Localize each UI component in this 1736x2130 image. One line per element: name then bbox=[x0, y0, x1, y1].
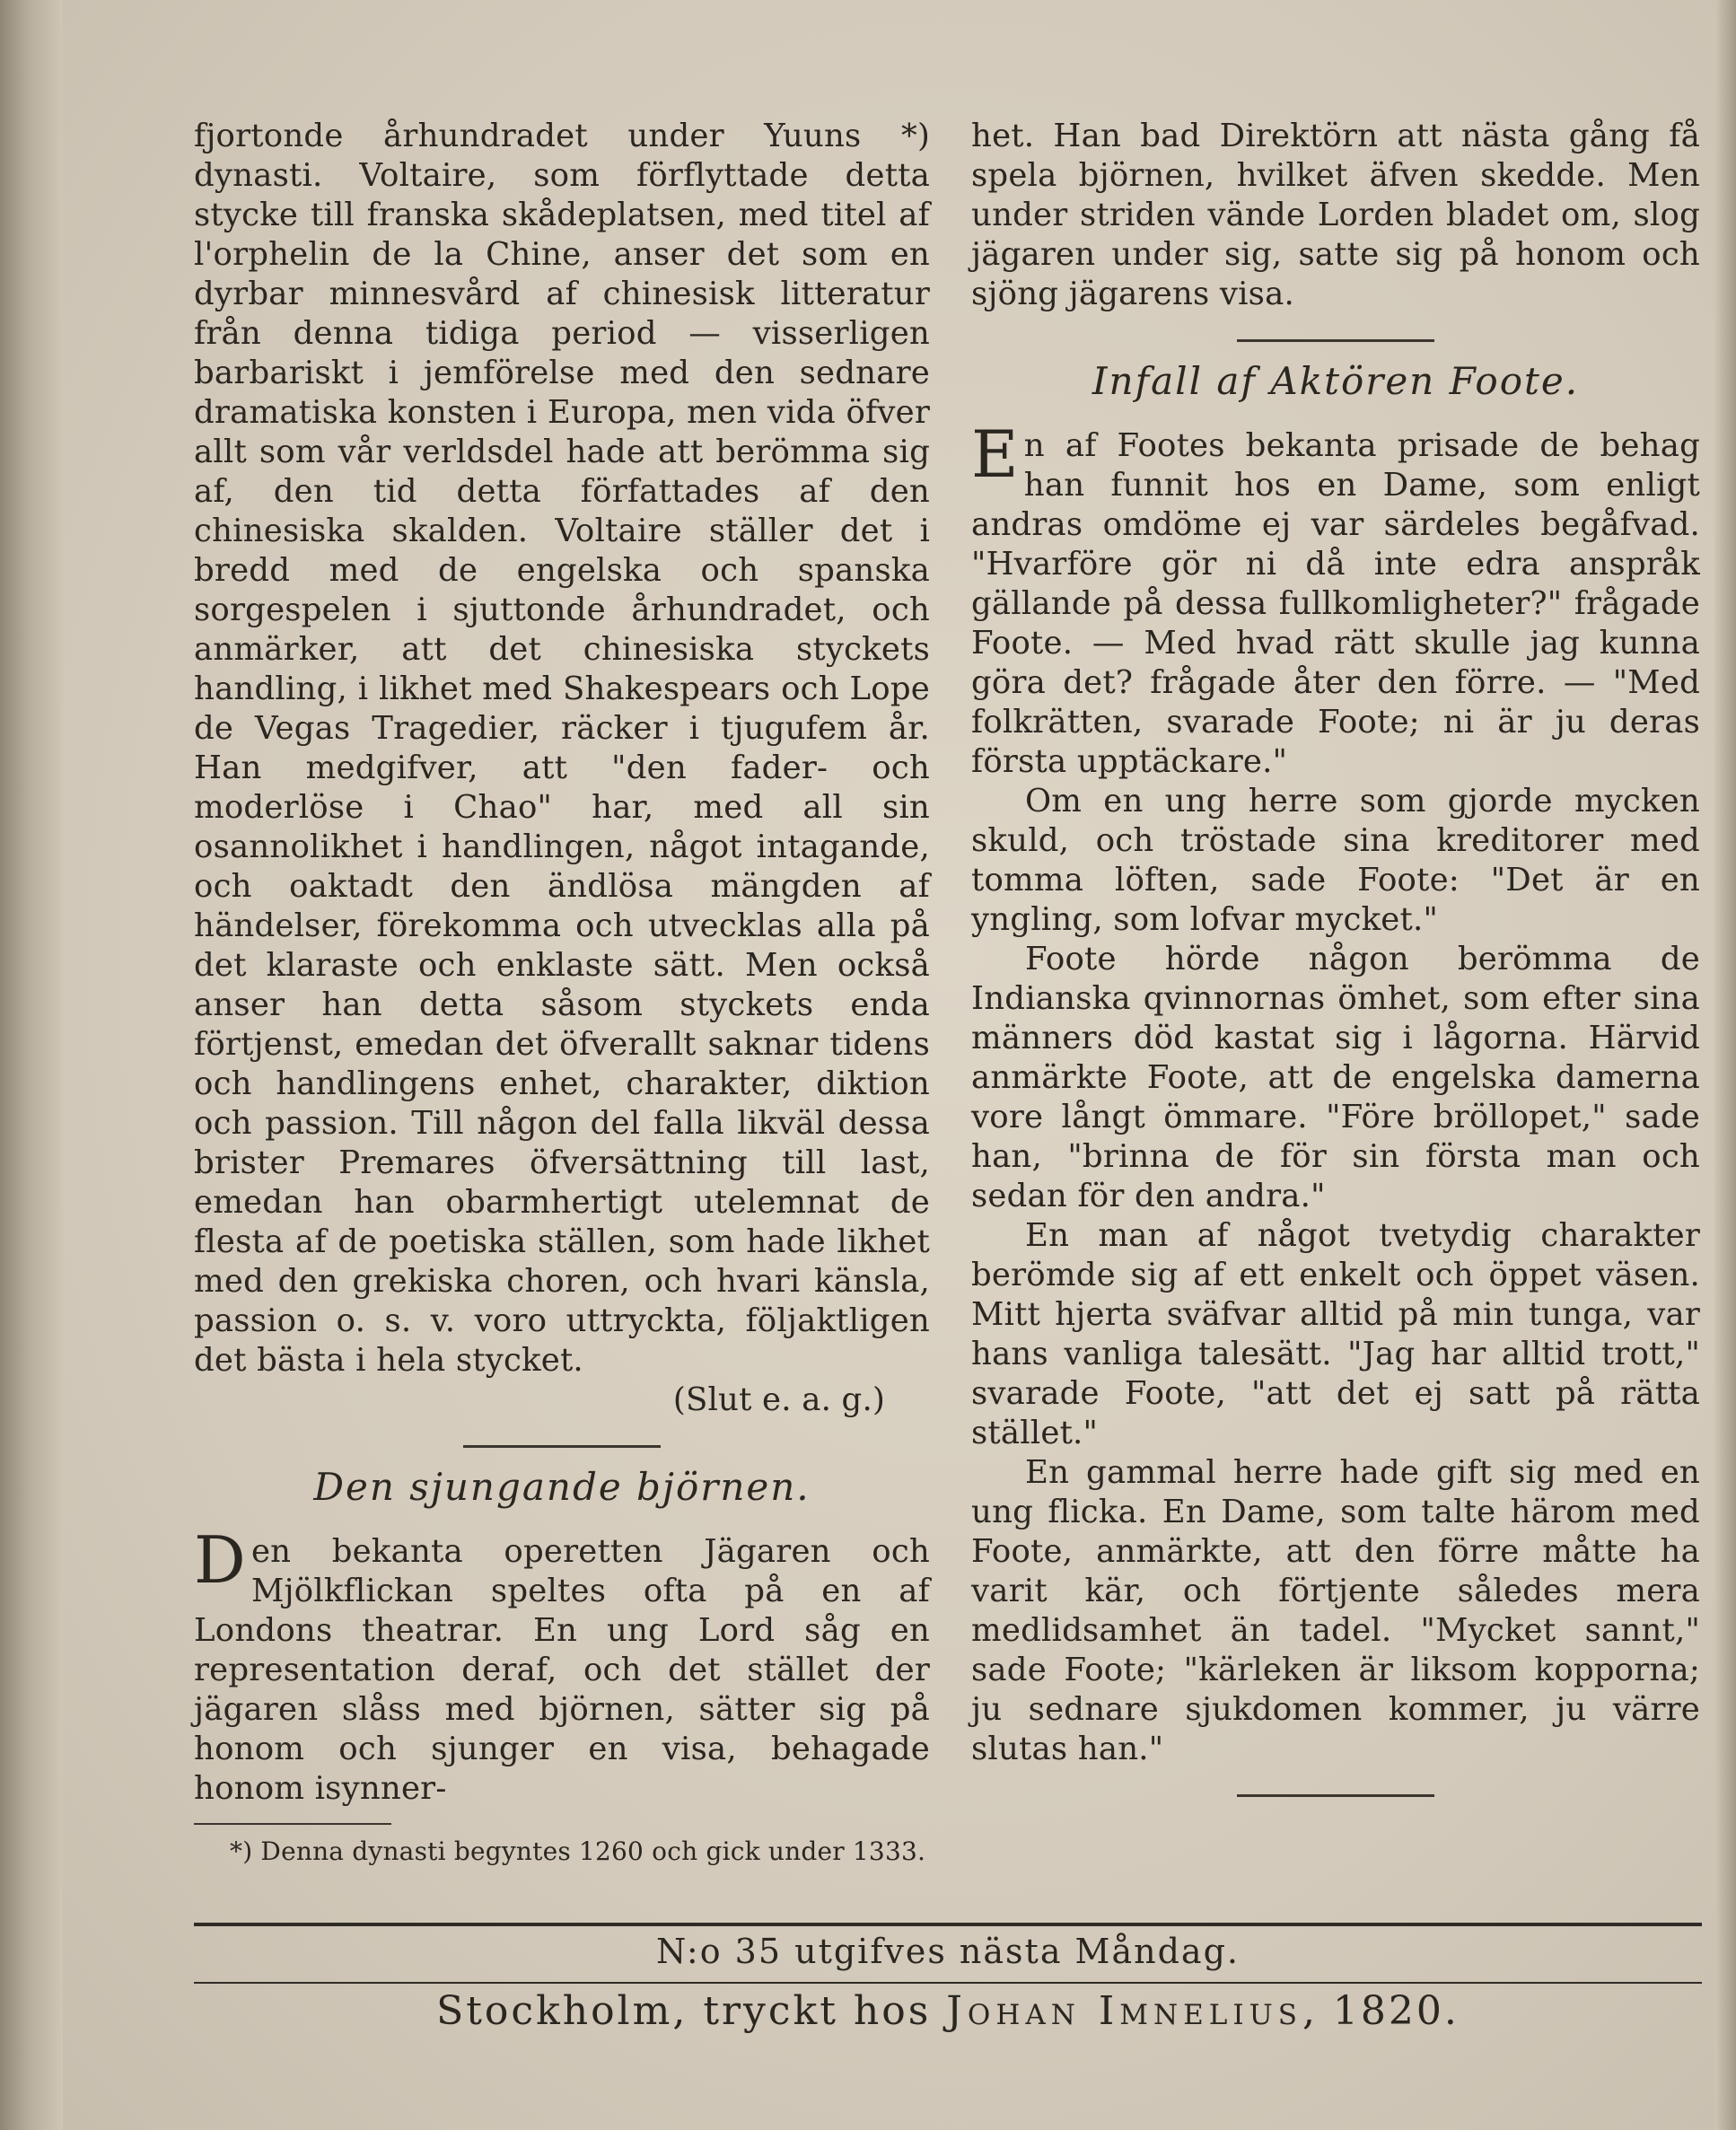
section-divider bbox=[1237, 1794, 1434, 1797]
anecdote-1 bbox=[971, 416, 1700, 782]
article-heading-foote: Infall af Aktören Foote. bbox=[1092, 359, 1580, 403]
article-closing: (Slut e. a. g.) bbox=[672, 1381, 885, 1418]
imprint bbox=[194, 1988, 1702, 2034]
footer-rule-middle bbox=[194, 1982, 1702, 1984]
footer-rule-top bbox=[194, 1923, 1702, 1926]
anecdote-3: Foote hörde någon berömma de Indianska qvinnornas ömhet, som efter sina männers död kastat sig i lågorna. Härvid anmärkte Foote, att de engelska damerna vore långt ömmare. "Före bröllopet," sade han, "brinna de för sin första man och sedan för den andra." bbox=[971, 941, 1700, 1214]
anecdote-4: En man af något tvetydig charakter berömde sig af ett enkelt och öppet väsen. Mitt hjerta sväfvar alltid på min tunga, var hans vanliga talesätt. "Jag har alltid trott," svarade Foote, "att det ej satt på rätta stället." bbox=[971, 1217, 1700, 1451]
imprint-printer: Johan Imnelius bbox=[946, 1988, 1302, 2034]
section-divider bbox=[463, 1445, 661, 1448]
section-divider bbox=[1237, 339, 1434, 342]
imprint-prefix: Stockholm, tryckt hos bbox=[436, 1988, 932, 2034]
article-bear-body: en bekanta operetten Jägaren och Mjölkflickan speltes ofta på en af Londons theatrar. En ung Lord såg en representation deraf, och det stället der jägaren slåss med björnen, sätter sig på honom och sjunger en visa, behagade honom isynner- bbox=[194, 1533, 930, 1807]
footnote: *) Denna dynasti begyntes 1260 och gick under 1333. bbox=[230, 1836, 926, 1866]
page-edge bbox=[1714, 0, 1736, 2130]
article-bear-continued: het. Han bad Direktörn att nästa gång få spela björnen, hvilket äfven skedde. Men under striden vände Lorden bladet om, slog jägaren under sig, satte sig på honom och sjöng jägarens visa. bbox=[971, 118, 1700, 312]
left-column bbox=[194, 117, 930, 1868]
anecdote-5: En gammal herre hade gift sig med en ung flicka. En Dame, som talte härom med Foote, anmärkte, att den förre måtte ha varit kär, och förtjente således mera medlidsamhet än tadel. "Mycket sannt," sade Foote; "kärleken är liksom kopporna; ju sednare sjukdomen kommer, ju värre slutas han." bbox=[971, 1454, 1700, 1767]
drop-cap: D bbox=[194, 1522, 246, 1598]
footnote-divider bbox=[194, 1823, 391, 1825]
right-column bbox=[971, 117, 1700, 1817]
imprint-year: , 1820. bbox=[1302, 1988, 1460, 2034]
article-continued-text: fjortonde århundradet under Yuuns *) dynasti. Voltaire, som förflyttade detta stycke till franska skådeplatsen, med titel af l'orphelin de la Chine, anser det som en dyrbar minnesvård af chinesisk litteratur från denna tidiga period — visserligen barbariskt i jemförelse med den sednare dramatiska konsten i Europa, men vida öfver allt som vår verldsdel hade att berömma sig af, den tid detta författades af den chinesiska skalden. Voltaire ställer det i bredd med de engelska och spanska sorgespelen i sjuttonde århundradet, och anmärker, att det chinesiska styckets handling, i likhet med Shakespears och Lope de Vegas Tragedier, räcker i tjugufem år. Han medgifver, att "den fader- och moderlöse i Chao" har, med all sin osannolikhet i handlingen, något intagande, och oaktadt den ändlösa mängden af händelser, förekomma och utvecklas alla på det klaraste och enklaste sätt. Men också anser han detta såsom styckets enda förtjenst, emedan det öfverallt saknar tidens och handlingens enhet, charakter, diktion och passion. Till någon del falla likväl dessa brister Premares öfversättning till last, emedan han obarmhertigt utelemnat de flesta af de poetiska ställen, som hade likhet med den grekiska choren, och hvari känsla, passion o. s. v. voro uttryckta, följaktligen det bästa i hela stycket. bbox=[194, 118, 930, 1379]
anecdote-2: Om en ung herre som gjorde mycken skuld, och tröstade sina kreditorer med tomma löften, sade Foote: "Det är en yngling, som lofvar mycket." bbox=[971, 783, 1700, 938]
next-issue-notice: N:o 35 utgifves nästa Måndag. bbox=[656, 1932, 1240, 1971]
binding-gutter bbox=[0, 0, 63, 2130]
article-heading-bear: Den sjungande björnen. bbox=[313, 1465, 811, 1509]
drop-cap: E bbox=[971, 416, 1019, 492]
article-bear-text bbox=[194, 1522, 930, 1809]
anecdote-1-body: n af Footes bekanta prisade de behag han funnit hos en Dame, som enligt andras omdöme ej var särdeles begåfvad. "Hvarföre gör ni då inte edra anspråk gällande på dessa fullkomligheter?" frågade Foote. — Med hvad rätt skulle jag kunna göra det? frågade åter den förre. — "Med folkrätten, svarade Foote; ni är ju deras första upptäckare." bbox=[971, 427, 1700, 780]
